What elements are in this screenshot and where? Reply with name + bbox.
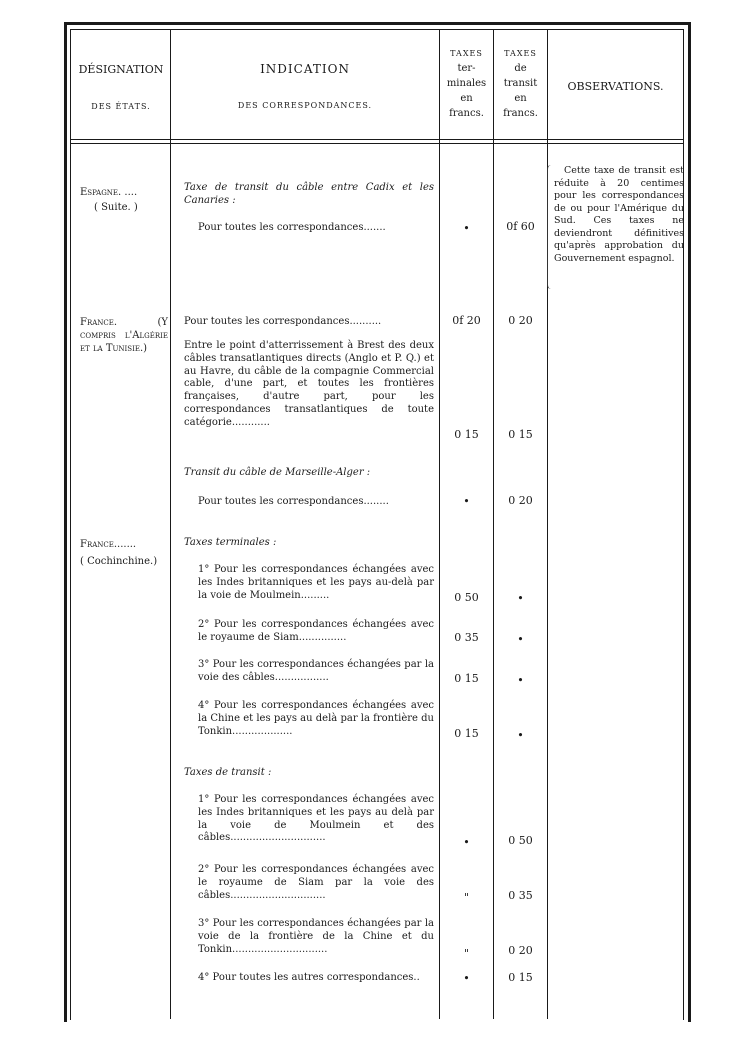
header-terminal-line: TAXES bbox=[450, 49, 483, 58]
observation-brace bbox=[547, 165, 554, 289]
table-right-border bbox=[688, 22, 691, 1022]
header-indication-title: INDICATION bbox=[260, 62, 350, 76]
state-espagne-name: Espagne. .... bbox=[80, 187, 138, 198]
transit-item-4-transit: 0 15 bbox=[508, 971, 533, 984]
france-item3: Pour toutes les correspondances........ bbox=[198, 496, 389, 507]
state-espagne-suite: ( Suite. ) bbox=[94, 202, 138, 213]
state-cochinchine-name: France....... bbox=[80, 539, 137, 550]
cochinchine-terminal-heading: Taxes terminales : bbox=[184, 537, 277, 548]
france-item2: Entre le point d'atterrissement à Brest des deux câbles transatlantiques directs (Anglo et P. Q.) et au Havre, du câble de la compagnie Commercial cable, d'une part, et toutes les frontières françaises, d'autre part, pour les correspondances transatlantiques de toute catégorie............ bbox=[184, 340, 434, 428]
france-item2-transit: 0 15 bbox=[508, 428, 533, 441]
terminal-item-1-terminal: 0 50 bbox=[454, 591, 479, 604]
terminal-item-1: 1° Pour les correspondances échangées avec les Indes britanniques et les pays au-delà par la voie de Moulmein......... bbox=[198, 564, 434, 601]
transit-item-4: 4° Pour toutes les autres correspondances.. bbox=[198, 972, 420, 983]
espagne-terminal-value: • bbox=[463, 222, 470, 235]
espagne-heading: Taxe de transit du câble entre Cadix et les Canaries : bbox=[184, 182, 434, 206]
header-transit-line: transit bbox=[503, 78, 538, 89]
transit-item-3-transit: 0 20 bbox=[508, 944, 533, 957]
france-item1-transit: 0 20 bbox=[508, 314, 533, 327]
transit-item-2-terminal: " bbox=[463, 891, 470, 904]
header-terminal-line: minales bbox=[446, 78, 487, 89]
cochinchine-transit-heading: Taxes de transit : bbox=[184, 767, 272, 778]
france-item1-terminal: 0f 20 bbox=[452, 314, 481, 327]
france-item2-terminal: 0 15 bbox=[454, 428, 479, 441]
terminal-item-3: 3° Pour les correspondances échangées par la voie des câbles................. bbox=[198, 659, 434, 683]
france-item1: Pour toutes les correspondances.......... bbox=[184, 316, 382, 327]
header-transit-taxes bbox=[494, 46, 547, 121]
terminal-item-2-terminal: 0 35 bbox=[454, 631, 479, 644]
header-bottom-rule-2 bbox=[70, 143, 684, 144]
terminal-item-2-transit: • bbox=[517, 633, 524, 646]
terminal-item-4-transit: • bbox=[517, 729, 524, 742]
state-france bbox=[80, 316, 168, 355]
header-transit-line: de bbox=[514, 63, 527, 74]
header-indication-sub: DES CORRESPONDANCES. bbox=[237, 101, 373, 110]
header-terminal-line: en bbox=[460, 93, 473, 104]
table-left-inner-border bbox=[70, 30, 71, 1020]
transit-item-3-terminal: " bbox=[463, 947, 470, 960]
table-left-border bbox=[64, 22, 67, 1022]
terminal-item-2: 2° Pour les correspondances échangées avec le royaume de Siam............... bbox=[198, 619, 434, 643]
terminal-item-4: 4° Pour les correspondances échangées avec la Chine et les pays au delà par la frontière du Tonkin................... bbox=[198, 700, 434, 737]
column-divider-2 bbox=[439, 29, 440, 1019]
espagne-observation: Cette taxe de transit est réduite à 20 centimes pour les correspondances de ou pour l'Amérique du Sud. Ces taxes ne deviendront définitives qu'après approbation du Gouvernement espagnol. bbox=[554, 165, 684, 264]
state-cochinchine bbox=[80, 538, 168, 568]
header-indication bbox=[172, 62, 438, 113]
table-top-border bbox=[64, 22, 691, 25]
terminal-item-4-terminal: 0 15 bbox=[454, 727, 479, 740]
header-designation bbox=[72, 62, 170, 114]
transit-item-1-terminal: • bbox=[463, 836, 470, 849]
espagne-item: Pour toutes les correspondances....... bbox=[198, 222, 386, 233]
state-france-name: France. (Y compris l'Algérie et la Tunisie.) bbox=[80, 317, 168, 354]
state-cochinchine-sub: ( Cochinchine.) bbox=[80, 556, 158, 567]
terminal-item-3-terminal: 0 15 bbox=[454, 672, 479, 685]
header-transit-line: TAXES bbox=[504, 49, 537, 58]
header-transit-line: francs. bbox=[503, 108, 538, 119]
header-designation-sub: DES ÉTATS. bbox=[91, 102, 151, 111]
header-terminal-line: francs. bbox=[449, 108, 484, 119]
header-designation-title: DÉSIGNATION bbox=[78, 63, 164, 76]
terminal-item-1-transit: • bbox=[517, 592, 524, 605]
transit-item-3: 3° Pour les correspondances échangées par la voie de la frontière de la Chine et du Tonkin.............................. bbox=[198, 918, 434, 955]
header-bottom-rule bbox=[70, 139, 684, 140]
table-top-inner-border bbox=[70, 29, 684, 30]
transit-item-2: 2° Pour les correspondances échangées avec le royaume de Siam par la voie des câbles.............................. bbox=[198, 864, 434, 901]
france-item3-transit: 0 20 bbox=[508, 494, 533, 507]
state-espagne bbox=[80, 186, 168, 214]
header-transit-line: en bbox=[514, 93, 527, 104]
column-divider-3 bbox=[493, 29, 494, 1019]
terminal-item-3-transit: • bbox=[517, 674, 524, 687]
transit-item-1: 1° Pour les correspondances échangées avec les Indes britanniques et les pays au delà par la voie de Moulmein et des câbles.............................. bbox=[198, 794, 434, 844]
espagne-transit-value: 0f 60 bbox=[506, 220, 535, 233]
france-item3-terminal: • bbox=[463, 495, 470, 508]
header-observations: OBSERVATIONS. bbox=[567, 80, 664, 93]
transit-item-4-terminal: • bbox=[463, 972, 470, 985]
transit-item-2-transit: 0 35 bbox=[508, 889, 533, 902]
transit-item-1-transit: 0 50 bbox=[508, 834, 533, 847]
france-heading3: Transit du câble de Marseille-Alger : bbox=[184, 467, 371, 478]
header-terminal-line: ter- bbox=[457, 63, 476, 74]
header-terminal-taxes bbox=[440, 46, 493, 121]
column-divider-1 bbox=[170, 29, 171, 1019]
